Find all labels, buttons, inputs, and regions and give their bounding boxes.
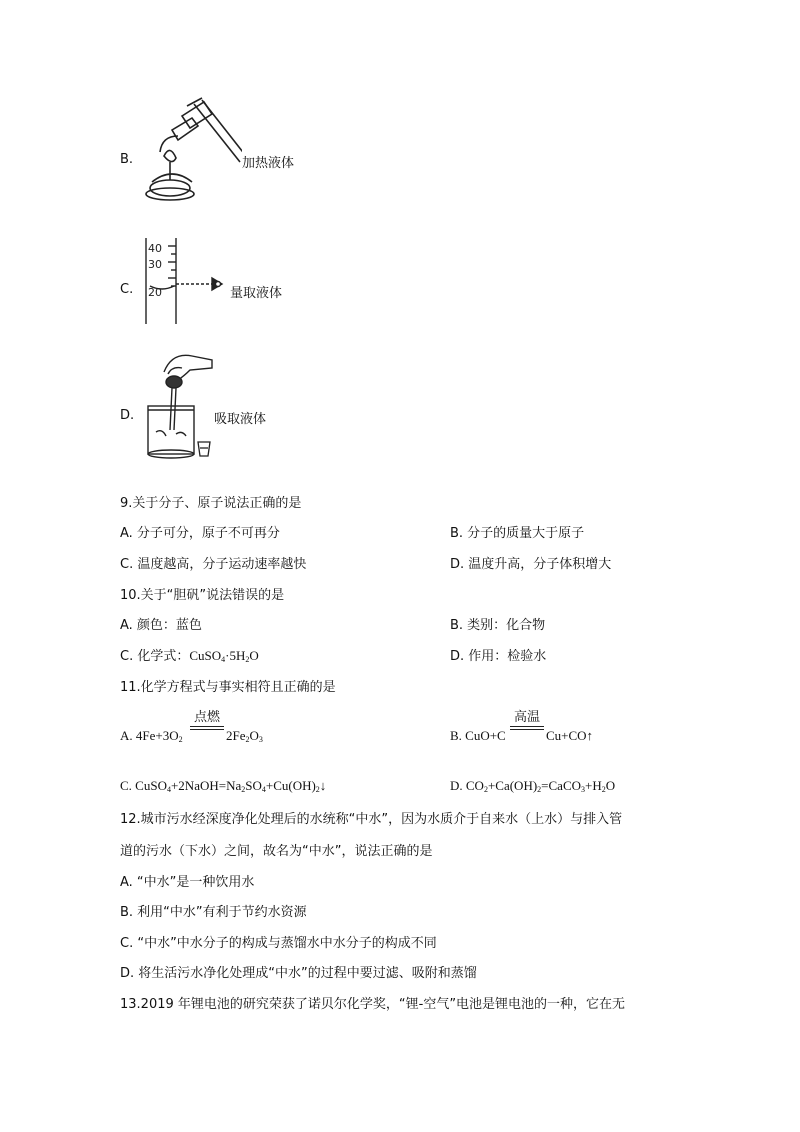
q12-option-d: D. 将生活污水净化处理成“中水”的过程中要过滤、吸附和蒸馏 <box>120 966 477 981</box>
q11-option-b-right: Cu+CO↑ <box>546 728 594 743</box>
q11-option-d: D. $CO_2+Ca(OH)_2=CaCO_3+H_2O$ <box>450 778 616 794</box>
q12-stem-line1: 12.城市污水经深度净化处理后的水统称“中水”，因为水质介于自来水（上水）与排入管 <box>120 812 623 827</box>
option-b-letter: B. <box>120 152 134 167</box>
q9-option-d: D. 温度升高，分子体积增大 <box>450 557 612 572</box>
option-b-caption: 加热液体 <box>242 156 295 171</box>
reaction-equals-bar <box>510 726 544 730</box>
q12-stem-line2: 道的污水（下水）之间，故名为“中水”，说法正确的是 <box>120 844 433 859</box>
q11-option-b-condition <box>510 706 544 730</box>
q11-option-b-left: B. CuO+C <box>450 728 506 743</box>
option-d-caption: 吸取液体 <box>214 412 267 427</box>
q10-option-b: B. 类别：化合物 <box>450 618 546 633</box>
reaction-equals-bar <box>190 726 224 730</box>
q13-stem-line1: 13.2019 年锂电池的研究荣获了诺贝尔化学奖，“锂-空气”电池是锂电池的一种，它在无 <box>120 997 626 1012</box>
q11-option-a-condition <box>190 706 224 730</box>
q11-option-b-condition-text: 高温 <box>513 710 540 725</box>
q11-stem: 11.化学方程式与事实相符且正确的是 <box>120 680 336 695</box>
q10-option-c-formula: $CuSO_4\cdot 5H_2O$ <box>189 648 259 664</box>
option-c-letter: C. <box>120 282 134 297</box>
q9-stem: 9.关于分子、原子说法正确的是 <box>120 496 302 511</box>
tick-30: 30 <box>148 258 162 271</box>
q12-option-a: A. “中水”是一种饮用水 <box>120 875 255 890</box>
tick-20: 20 <box>148 286 162 299</box>
q10-option-c-label: C. 化学式： <box>120 649 190 664</box>
q12-option-b: B. 利用“中水”有利于节约水资源 <box>120 905 307 920</box>
option-d-letter: D. <box>120 408 135 423</box>
measuring-cylinder-illustration <box>142 236 230 326</box>
q11-option-c: C. $CuSO_4+2NaOH=Na_2SO_4+Cu(OH)_2↓$ <box>120 778 327 794</box>
q11-option-a-condition-text: 点燃 <box>193 710 220 725</box>
q10-option-a: A. 颜色：蓝色 <box>120 618 202 633</box>
q10-option-d: D. 作用：检验水 <box>450 649 547 664</box>
q12-option-c: C. “中水”中水分子的构成与蒸馏水中水分子的构成不同 <box>120 936 437 951</box>
q10-stem: 10.关于“胆矾”说法错误的是 <box>120 588 285 603</box>
q10-option-c <box>120 645 259 664</box>
q9-option-c: C. 温度越高，分子运动速率越快 <box>120 557 307 572</box>
option-c-caption: 量取液体 <box>230 286 283 301</box>
q9-option-a: A. 分子可分，原子不可再分 <box>120 526 280 541</box>
dropper-bottle-illustration <box>142 346 214 462</box>
q11-option-a-right: $2Fe_2O_3$ <box>226 728 263 744</box>
q11-option-a-left: A. $4Fe+3O_2$ <box>120 728 183 744</box>
tick-40: 40 <box>148 242 162 255</box>
heating-liquid-illustration <box>142 96 242 204</box>
q9-option-b: B. 分子的质量大于原子 <box>450 526 585 541</box>
